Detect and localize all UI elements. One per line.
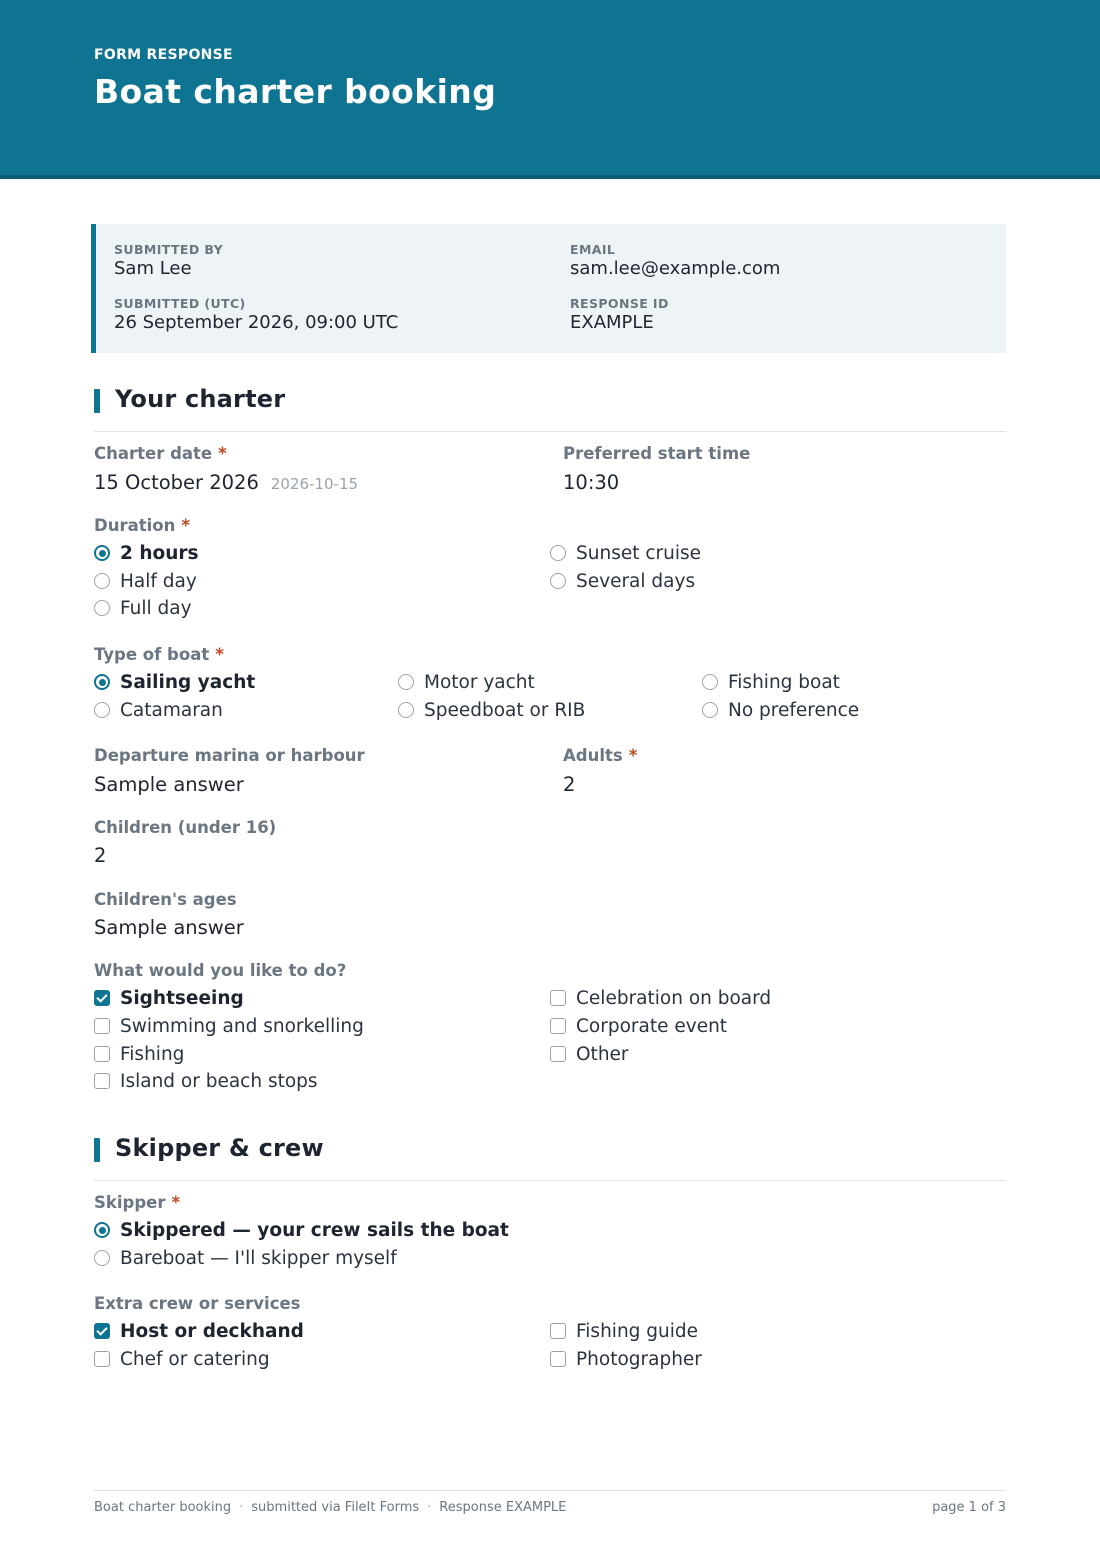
footer-info: [94, 1500, 566, 1515]
section-title: Your charter: [115, 385, 286, 413]
skipper-option[interactable]: Bareboat — I'll skipper myself: [94, 1246, 397, 1270]
submitted-utc-label: SUBMITTED (UTC): [114, 296, 246, 311]
extras-label: Extra crew or services: [94, 1294, 301, 1313]
response-id-value: EXAMPLE: [570, 312, 654, 333]
checkbox-checked-icon: [94, 990, 110, 1006]
activity-option[interactable]: Celebration on board: [550, 986, 771, 1010]
checkbox-checked-icon: [94, 1323, 110, 1339]
radio-icon: [94, 1250, 110, 1266]
duration-option[interactable]: Several days: [550, 569, 695, 593]
children-ages-value: Sample answer: [94, 916, 244, 939]
radio-icon: [94, 573, 110, 589]
page-footer: [94, 1490, 1006, 1515]
checkbox-icon: [94, 1351, 110, 1367]
children-ages-label: Children's ages: [94, 890, 237, 909]
page-title: Boat charter booking: [94, 72, 497, 111]
required-marker: *: [181, 516, 190, 535]
section-accent-bar: [94, 389, 100, 413]
footer-separator: ·: [427, 1500, 432, 1515]
page-number: page 1 of 3: [932, 1500, 1006, 1515]
boat-type-option[interactable]: Catamaran: [94, 698, 223, 722]
footer-via: submitted via FileIt Forms: [251, 1500, 420, 1515]
required-marker: *: [628, 746, 638, 765]
skipper-option[interactable]: Skippered — your crew sails the boat: [94, 1218, 509, 1242]
activity-option[interactable]: Other: [550, 1042, 629, 1066]
duration-label: Duration *: [94, 516, 190, 535]
checkbox-icon: [550, 1323, 566, 1339]
footer-form-name: Boat charter booking: [94, 1500, 232, 1515]
activity-option[interactable]: Sightseeing: [94, 986, 244, 1010]
radio-icon: [94, 702, 110, 718]
adults-value: 2: [563, 773, 576, 796]
extras-option[interactable]: Fishing guide: [550, 1319, 698, 1343]
activity-option[interactable]: Fishing: [94, 1042, 184, 1066]
activity-option[interactable]: Island or beach stops: [94, 1069, 318, 1093]
departure-label: Departure marina or harbour: [94, 746, 365, 765]
submitted-utc-value: 26 September 2026, 09:00 UTC: [114, 312, 399, 333]
boat-type-option[interactable]: Motor yacht: [398, 670, 535, 694]
skipper-label: Skipper *: [94, 1193, 181, 1212]
submitted-by-value: Sam Lee: [114, 258, 192, 279]
form-header: [0, 0, 1100, 179]
section-skipper-crew: [94, 1135, 1006, 1181]
activity-option[interactable]: Corporate event: [550, 1014, 727, 1038]
boat-type-label: Type of boat *: [94, 645, 224, 664]
submitted-by-label: SUBMITTED BY: [114, 242, 224, 257]
extras-option[interactable]: Chef or catering: [94, 1347, 270, 1371]
footer-response: Response EXAMPLE: [439, 1500, 567, 1515]
adults-label: Adults *: [563, 746, 638, 765]
start-time-value: 10:30: [563, 471, 620, 494]
radio-icon: [94, 600, 110, 616]
checkbox-icon: [94, 1018, 110, 1034]
boat-type-option[interactable]: Fishing boat: [702, 670, 840, 694]
boat-type-option[interactable]: No preference: [702, 698, 859, 722]
radio-icon: [702, 702, 718, 718]
radio-icon: [702, 674, 718, 690]
checkbox-icon: [550, 990, 566, 1006]
duration-option[interactable]: Full day: [94, 596, 192, 620]
activities-label: What would you like to do?: [94, 961, 347, 980]
checkbox-icon: [94, 1046, 110, 1062]
departure-value: Sample answer: [94, 773, 244, 796]
checkbox-icon: [94, 1073, 110, 1089]
checkbox-icon: [550, 1046, 566, 1062]
activity-option[interactable]: Swimming and snorkelling: [94, 1014, 364, 1038]
email-value: sam.lee@example.com: [570, 258, 781, 279]
radio-selected-icon: [94, 1222, 110, 1238]
radio-icon: [550, 573, 566, 589]
children-value: 2: [94, 844, 107, 867]
duration-option[interactable]: Half day: [94, 569, 197, 593]
boat-type-option[interactable]: Speedboat or RIB: [398, 698, 585, 722]
extras-option[interactable]: Host or deckhand: [94, 1319, 304, 1343]
radio-selected-icon: [94, 674, 110, 690]
section-title: Skipper & crew: [115, 1134, 324, 1162]
section-accent-bar: [94, 1138, 100, 1162]
charter-date-label: Charter date *: [94, 444, 227, 463]
duration-option[interactable]: Sunset cruise: [550, 541, 701, 565]
header-kicker: FORM RESPONSE: [94, 47, 233, 63]
submission-meta: [91, 224, 1006, 353]
boat-type-option[interactable]: Sailing yacht: [94, 670, 255, 694]
required-marker: *: [215, 645, 224, 664]
charter-date-value: 15 October 2026 2026-10-15: [94, 471, 359, 494]
response-id-label: RESPONSE ID: [570, 296, 669, 311]
start-time-label: Preferred start time: [563, 444, 751, 463]
radio-selected-icon: [94, 545, 110, 561]
radio-icon: [550, 545, 566, 561]
duration-option[interactable]: 2 hours: [94, 541, 199, 565]
section-your-charter: [94, 386, 1006, 432]
children-label: Children (under 16): [94, 818, 277, 837]
required-marker: *: [171, 1193, 181, 1212]
extras-option[interactable]: Photographer: [550, 1347, 702, 1371]
charter-date-iso: 2026-10-15: [270, 475, 359, 493]
radio-icon: [398, 674, 414, 690]
footer-separator: ·: [239, 1500, 244, 1515]
radio-icon: [398, 702, 414, 718]
required-marker: *: [218, 444, 227, 463]
checkbox-icon: [550, 1018, 566, 1034]
checkbox-icon: [550, 1351, 566, 1367]
email-label: EMAIL: [570, 242, 616, 257]
